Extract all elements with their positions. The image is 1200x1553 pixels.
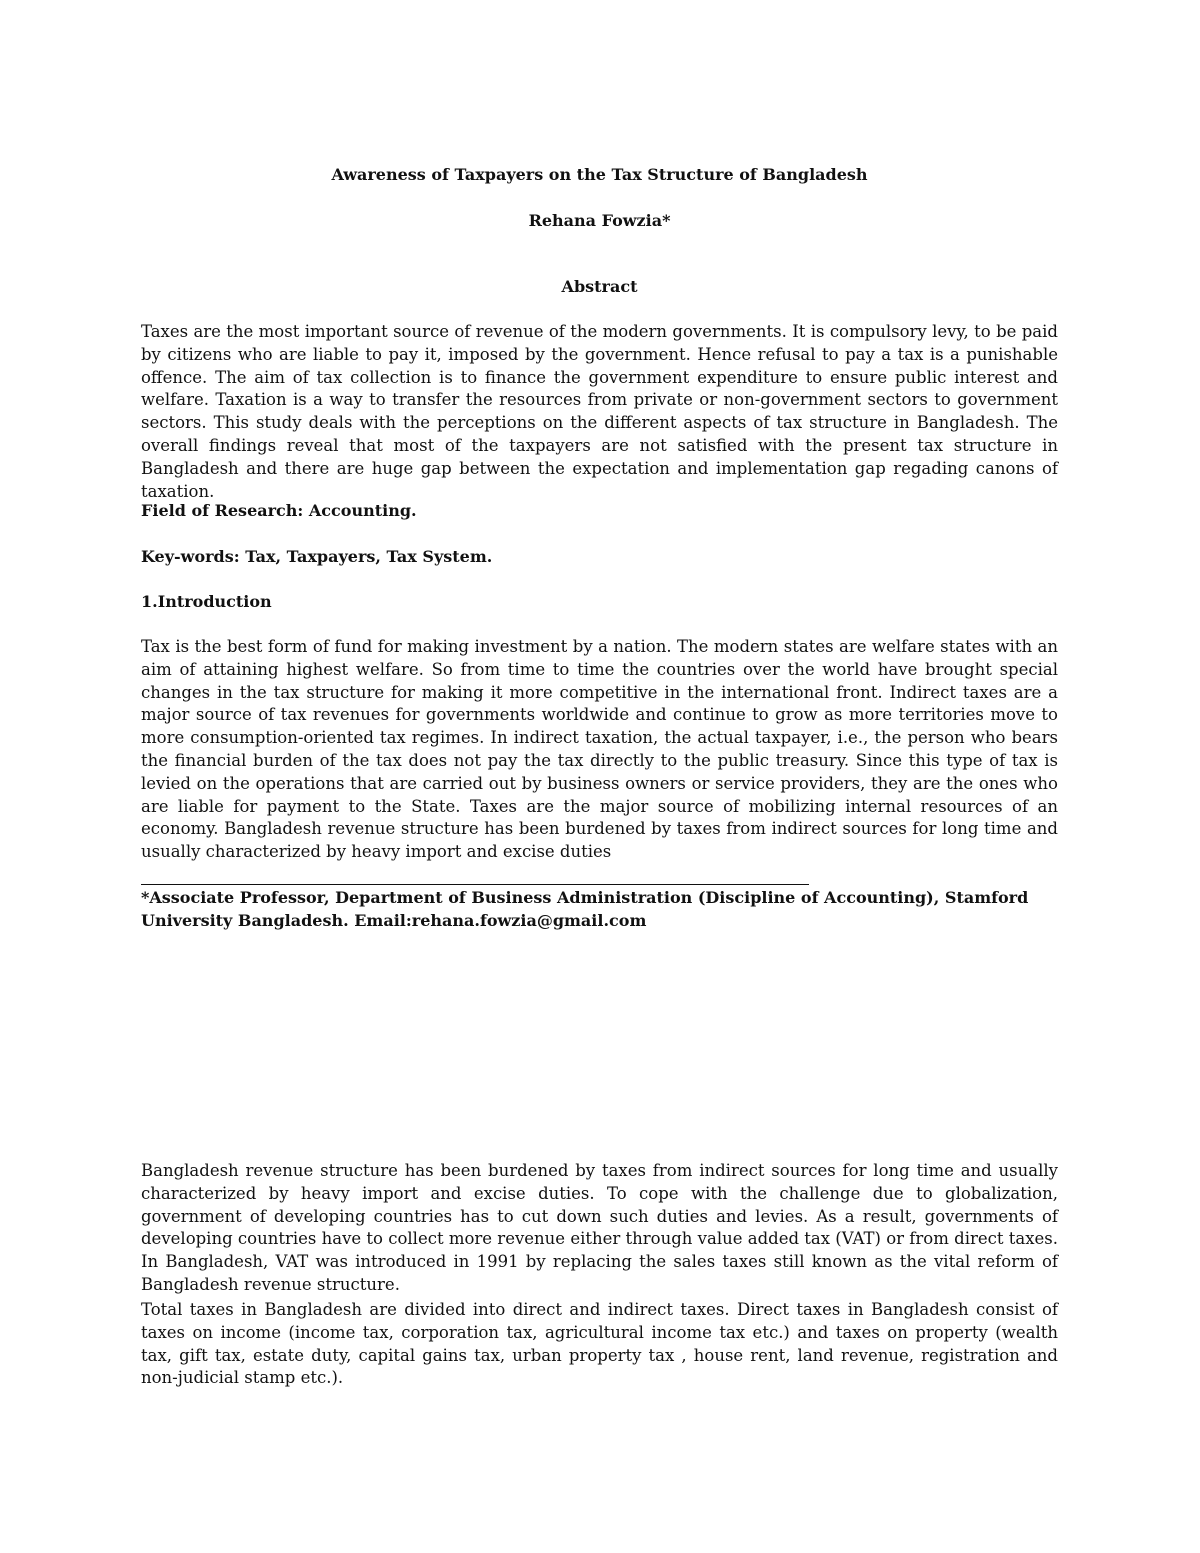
abstract-heading: Abstract bbox=[561, 277, 638, 296]
paper-title: Awareness of Taxpayers on the Tax Structure of Bangladesh bbox=[331, 165, 868, 184]
introduction-paragraph: Tax is the best form of fund for making investment by a nation. The modern states are welfare states with an aim of attaining highest welfare. So from time to time the countries over the world have brought special changes in the tax structure for making it more competitive in the international front. Indirect taxes are a major source of tax revenues for governments worldwide and continue to grow as more territories move to more consumption-oriented tax regimes. In indirect taxation, the actual taxpayer, i.e., the person who bears the financial burden of the tax does not pay the tax directly to the public treasury. Since this type of tax is levied on the operations that are carried out by business owners or service providers, they are the ones who are liable for payment to the State. Taxes are the major source of mobilizing internal resources of an economy. Bangladesh revenue structure has been burdened by taxes from indirect sources for long time and usually characterized by heavy import and excise duties bbox=[141, 637, 1058, 862]
author-footnote: *Associate Professor, Department of Business Administration (Discipline of Accounting), Stamford University Bangladesh. Email:rehana.fowzia@gmail.com bbox=[141, 888, 1029, 930]
abstract-paragraph: Taxes are the most important source of revenue of the modern governments. It is compulsory levy, to be paid by citizens who are liable to pay it, imposed by the government. Hence refusal to pay a tax is a punishable offence. The aim of tax collection is to finance the government expenditure to ensure public interest and welfare. Taxation is a way to transfer the resources from private or non-government sectors to government sectors. This study deals with the perceptions on the different aspects of tax structure in Bangladesh. The overall findings reveal that most of the taxpayers are not satisfied with the present tax structure in Bangladesh and there are huge gap between the expectation and implementation gap regading canons of taxation. bbox=[141, 322, 1058, 501]
field-of-research: Field of Research: Accounting. bbox=[141, 501, 417, 520]
keywords-line: Key-words: Tax, Taxpayers, Tax System. bbox=[141, 547, 493, 566]
body-paragraph-direct-taxes: Total taxes in Bangladesh are divided into direct and indirect taxes. Direct taxes in Bangladesh consist of taxes on income (income tax, corporation tax, agricultural income tax etc.) and taxes on property (wealth tax, gift tax, estate duty, capital gains tax, urban property tax , house rent, land revenue, registration and non-judicial stamp etc.). bbox=[141, 1300, 1058, 1388]
author-name: Rehana Fowzia* bbox=[528, 211, 671, 230]
body-paragraph-vat: Bangladesh revenue structure has been burdened by taxes from indirect sources for long time and usually characterized by heavy import and excise duties. To cope with the challenge due to globalization, government of developing countries has to cut down such duties and levies. As a result, governments of developing countries have to collect more revenue either through value added tax (VAT) or from direct taxes. In Bangladesh, VAT was introduced in 1991 by replacing the sales taxes still known as the vital reform of Bangladesh revenue structure. bbox=[141, 1161, 1058, 1294]
footnote-separator bbox=[141, 884, 809, 885]
introduction-heading: 1.Introduction bbox=[141, 592, 272, 611]
